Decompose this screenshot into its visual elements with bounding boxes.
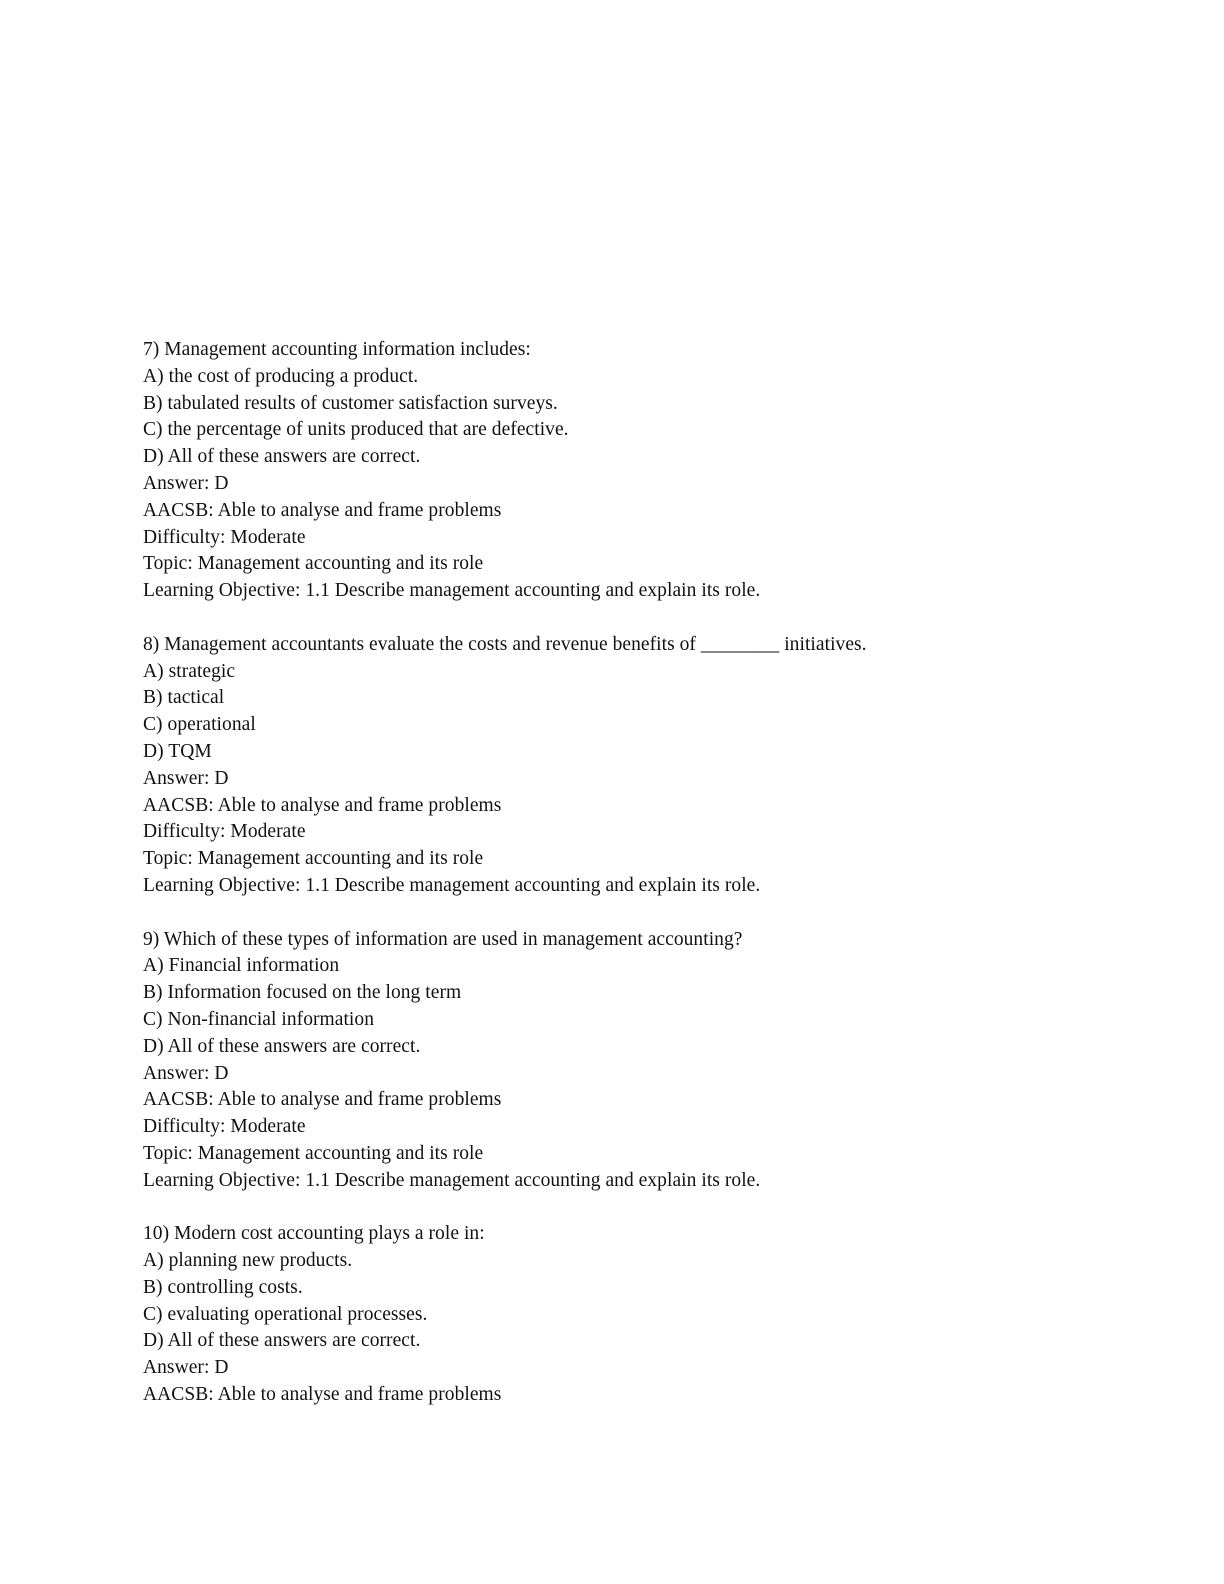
- aacsb-line: AACSB: Able to analyse and frame problems: [143, 794, 502, 816]
- question-stem: 9) Which of these types of information are used in management accounting?: [143, 928, 743, 950]
- difficulty-line: Difficulty: Moderate: [143, 526, 306, 548]
- option-c: C) operational: [143, 714, 256, 736]
- difficulty-line: Difficulty: Moderate: [143, 1116, 306, 1138]
- aacsb-line: AACSB: Able to analyse and frame problems: [143, 1089, 502, 1111]
- learning-objective-line: Learning Objective: 1.1 Describe management accounting and explain its role.: [143, 874, 761, 896]
- question-7: [143, 337, 1143, 605]
- option-a: A) Financial information: [143, 955, 340, 977]
- document-page: [143, 337, 1143, 1436]
- topic-line: Topic: Management accounting and its role: [143, 1142, 484, 1164]
- learning-objective-line: Learning Objective: 1.1 Describe management accounting and explain its role.: [143, 1169, 761, 1191]
- aacsb-line: AACSB: Able to analyse and frame problems: [143, 499, 502, 521]
- topic-line: Topic: Management accounting and its role: [143, 553, 484, 575]
- option-b: B) Information focused on the long term: [143, 982, 462, 1004]
- answer-line: Answer: D: [143, 767, 229, 789]
- option-a: A) the cost of producing a product.: [143, 365, 419, 387]
- option-d: D) All of these answers are correct.: [143, 1330, 421, 1352]
- question-8: [143, 632, 1143, 900]
- answer-line: Answer: D: [143, 1062, 229, 1084]
- option-d: D) TQM: [143, 740, 212, 762]
- learning-objective-line: Learning Objective: 1.1 Describe management accounting and explain its role.: [143, 580, 761, 602]
- question-9: [143, 927, 1143, 1195]
- topic-line: Topic: Management accounting and its role: [143, 848, 484, 870]
- option-a: A) strategic: [143, 660, 236, 682]
- question-stem: 10) Modern cost accounting plays a role in:: [143, 1223, 485, 1245]
- aacsb-line: AACSB: Able to analyse and frame problems: [143, 1384, 502, 1406]
- question-stem: 7) Management accounting information includes:: [143, 339, 531, 360]
- answer-line: Answer: D: [143, 1357, 229, 1379]
- option-c: C) evaluating operational processes.: [143, 1303, 428, 1325]
- option-c: C) Non-financial information: [143, 1008, 375, 1030]
- option-a: A) planning new products.: [143, 1250, 353, 1272]
- option-c: C) the percentage of units produced that are defective.: [143, 419, 569, 441]
- option-d: D) All of these answers are correct.: [143, 1035, 421, 1057]
- option-d: D) All of these answers are correct.: [143, 446, 421, 468]
- option-b: B) controlling costs.: [143, 1276, 303, 1298]
- difficulty-line: Difficulty: Moderate: [143, 821, 306, 843]
- option-b: B) tactical: [143, 687, 225, 709]
- question-stem: 8) Management accountants evaluate the costs and revenue benefits of ________ initiatives.: [143, 633, 867, 655]
- option-b: B) tabulated results of customer satisfaction surveys.: [143, 392, 558, 414]
- question-10: [143, 1221, 1143, 1409]
- answer-line: Answer: D: [143, 472, 229, 494]
